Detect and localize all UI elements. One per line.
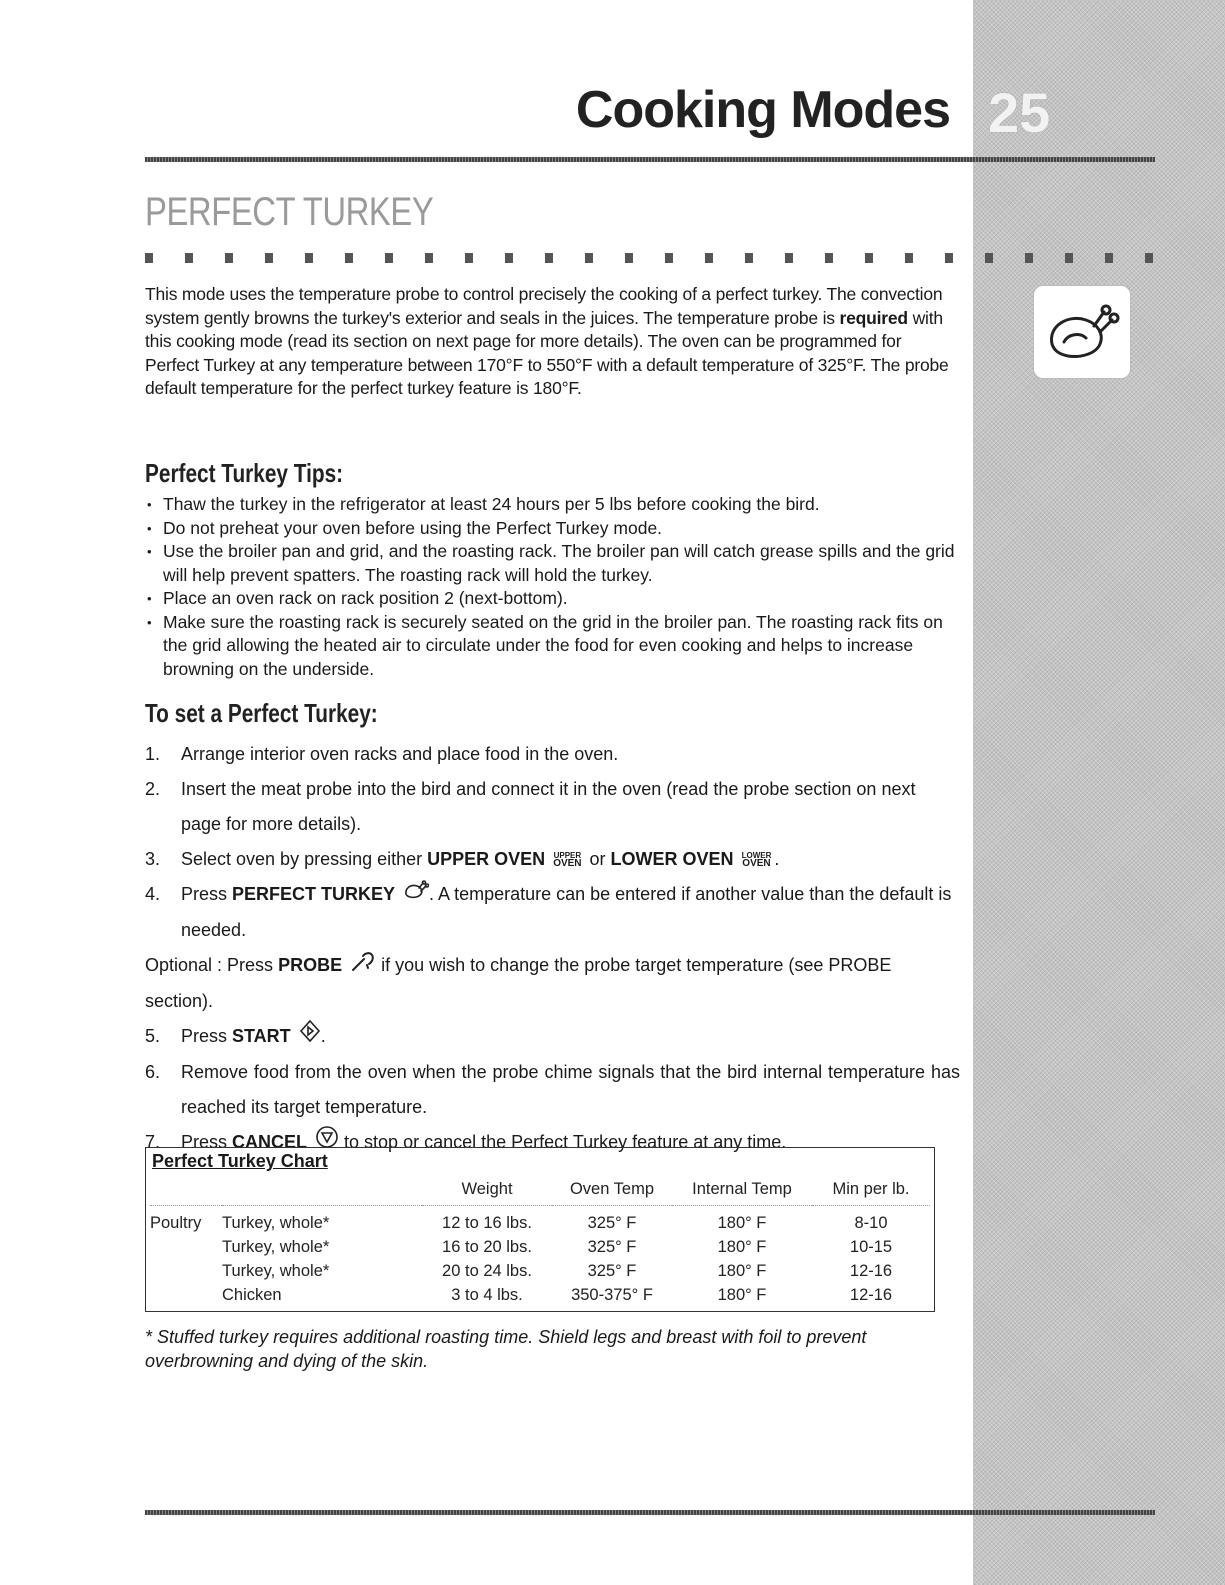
- step-number: 7.: [145, 1131, 161, 1152]
- tip-item: • Thaw the turkey in the refrigerator at least 24 hours per 5 lbs before cooking the bird.: [145, 493, 960, 517]
- probe-label: PROBE: [278, 954, 343, 975]
- step-text: Insert the meat probe into the bird and connect it in the oven (read the probe section on next page for more details).: [181, 779, 916, 834]
- column-header: Internal Temp: [672, 1176, 812, 1206]
- dotted-divider: [145, 253, 1155, 263]
- upper-oven-label: UPPER OVEN: [427, 849, 546, 869]
- oven-temp-cell: 350-375° F: [571, 1286, 653, 1304]
- internal-temp-cell: 180° F: [717, 1238, 767, 1256]
- min-per-lb-cell: 10-15: [849, 1238, 893, 1256]
- step-number: 5.: [145, 1025, 161, 1046]
- tip-item: • Place an oven rack on rack position 2 (next-bottom).: [145, 587, 960, 611]
- step-number: 1.: [145, 744, 161, 764]
- upper-key-top: UPPER: [553, 851, 582, 861]
- chart-header-blank: [150, 1176, 222, 1206]
- tips-list: [145, 493, 960, 681]
- step-text: if you wish to change the probe target temperature (see PROBE section).: [145, 954, 892, 1011]
- weight-cell: 3 to 4 lbs.: [451, 1286, 523, 1304]
- item-cell: Turkey, whole*: [222, 1238, 330, 1256]
- tips-heading: Perfect Turkey Tips:: [145, 458, 344, 488]
- column-header: Weight: [422, 1176, 552, 1206]
- item-cell: Turkey, whole*: [222, 1262, 330, 1280]
- table-row: [150, 1235, 930, 1259]
- column-header: Oven Temp: [552, 1176, 672, 1206]
- oven-temp-cell: 325° F: [587, 1214, 637, 1232]
- internal-temp-cell: 180° F: [717, 1286, 767, 1304]
- step-text-end: .: [320, 1025, 326, 1046]
- step-5: [145, 1019, 960, 1055]
- oven-temp-cell: 325° F: [587, 1238, 637, 1256]
- lower-oven-label: LOWER OVEN: [610, 849, 734, 869]
- upper-oven-key-icon: [553, 852, 581, 868]
- min-per-lb-cell: 8-10: [854, 1214, 888, 1232]
- table-row: [150, 1206, 930, 1236]
- chart-table: [150, 1176, 930, 1307]
- step-3: [145, 842, 960, 877]
- step-number: 6.: [145, 1061, 161, 1082]
- page-number: 25: [988, 81, 1051, 144]
- step-4: [145, 877, 960, 948]
- min-per-lb-cell: 12-16: [849, 1286, 893, 1304]
- lower-key-bottom: OVEN: [742, 858, 771, 870]
- step-text: . A temperature can be entered if another value than the default is needed.: [181, 884, 952, 940]
- step-text: Arrange interior oven racks and place food in the oven.: [181, 744, 619, 764]
- turkey-badge-icon: [1033, 285, 1131, 379]
- step-text: Press: [181, 884, 233, 904]
- lower-oven-key-icon: [742, 852, 772, 868]
- step-2: [145, 772, 960, 842]
- upper-key-bottom: OVEN: [553, 858, 582, 870]
- internal-temp-cell: 180° F: [717, 1214, 767, 1232]
- column-header: Min per lb.: [812, 1176, 930, 1206]
- perfect-turkey-label: PERFECT TURKEY: [232, 884, 396, 904]
- step-optional: [145, 948, 960, 1019]
- section-title: PERFECT TURKEY: [145, 190, 434, 234]
- step-text: Remove food from the oven when the probe chime signals that the bird internal temperature has reached its target temperature.: [181, 1061, 960, 1117]
- top-rule: [145, 157, 1155, 162]
- step-1: [145, 737, 960, 772]
- page-header-title: Cooking Modes: [575, 81, 950, 139]
- step-text: Select oven by pressing either: [181, 849, 428, 869]
- chart-header-row: [150, 1176, 930, 1206]
- intro-paragraph: [145, 283, 955, 401]
- weight-cell: 20 to 24 lbs.: [442, 1262, 532, 1280]
- category-cell: [150, 1283, 222, 1307]
- step-number: 3.: [145, 849, 161, 869]
- step-text: Press: [181, 1131, 233, 1152]
- intro-text-2: with this cooking mode (read its section on next page for more details). The oven can be programmed for Perfect Turkey at any temperature between 170°F to 550°F with a default temperature of 325°F. The probe default temperature for the perfect turkey feature is 180°F.: [145, 307, 949, 398]
- start-label: START: [232, 1025, 291, 1046]
- turkey-icon: [403, 878, 429, 913]
- weight-cell: 16 to 20 lbs.: [442, 1238, 532, 1256]
- start-icon: [299, 1019, 321, 1055]
- side-band: [973, 0, 1225, 1585]
- table-row: [150, 1259, 930, 1283]
- step-number: 4.: [145, 884, 161, 904]
- footnote: * Stuffed turkey requires additional roasting time. Shield legs and breast with foil to prevent overbrowning and dying of the skin.: [145, 1327, 867, 1371]
- cancel-label: CANCEL: [232, 1131, 308, 1152]
- table-row: [150, 1283, 930, 1307]
- oven-temp-cell: 325° F: [587, 1262, 637, 1280]
- step-text: to stop or cancel the Perfect Turkey feature at any time.: [339, 1131, 787, 1152]
- step-6: [145, 1055, 960, 1125]
- steps-heading: To set a Perfect Turkey:: [145, 698, 378, 728]
- tip-item: • Do not preheat your oven before using the Perfect Turkey mode.: [145, 517, 960, 541]
- item-cell: Turkey, whole*: [222, 1214, 330, 1232]
- optional-label: Optional : Press: [145, 954, 279, 975]
- chart-header-blank: [222, 1176, 422, 1206]
- step-number: 2.: [145, 779, 161, 799]
- intro-text-1: This mode uses the temperature probe to control precisely the cooking of a perfect turkey. The convection system gently browns the turkey's exterior and seals in the juices. The temperature probe is: [145, 284, 943, 328]
- item-cell: Chicken: [222, 1286, 282, 1304]
- lower-key-top: LOWER: [741, 851, 772, 861]
- bottom-rule: [145, 1510, 1155, 1515]
- category-cell: Poultry: [150, 1214, 202, 1232]
- tip-item: • Make sure the roasting rack is securely seated on the grid in the broiler pan. The roasting rack fits on the grid allowing the heated air to circulate under the food for even cooking and helps to increase browning on the underside.: [145, 611, 960, 682]
- weight-cell: 12 to 16 lbs.: [442, 1214, 532, 1232]
- step-text-end: .: [774, 849, 780, 869]
- intro-required: required: [839, 307, 908, 328]
- chart-title: Perfect Turkey Chart: [152, 1151, 328, 1171]
- min-per-lb-cell: 12-16: [849, 1262, 893, 1280]
- perfect-turkey-chart: [145, 1147, 935, 1312]
- tip-item: • Use the broiler pan and grid, and the roasting rack. The broiler pan will catch grease spills and the grid will help prevent spatters. The roasting rack will hold the turkey.: [145, 540, 960, 587]
- internal-temp-cell: 180° F: [717, 1262, 767, 1280]
- category-cell: [150, 1259, 222, 1283]
- category-cell: [150, 1235, 222, 1259]
- step-text: Press: [181, 1025, 233, 1046]
- step-text-or: or: [584, 849, 611, 869]
- steps-list: [145, 737, 960, 1161]
- probe-icon: [350, 949, 376, 984]
